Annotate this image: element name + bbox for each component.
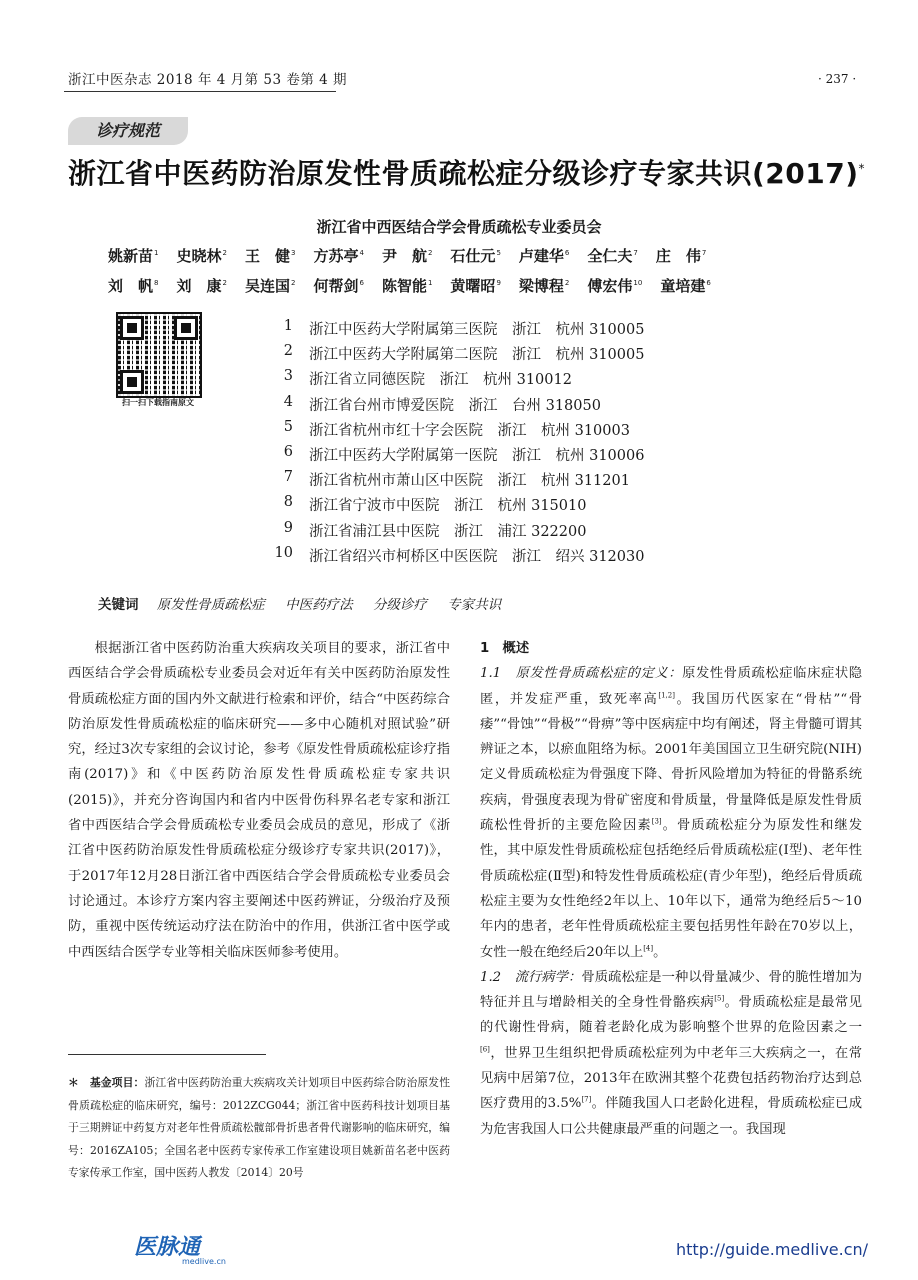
title-mark: *: [858, 161, 866, 176]
affiliation-item: [258, 545, 778, 570]
author-affiliation-mark: 2: [290, 279, 296, 287]
qr-caption: 扫一扫下载指南原文: [122, 398, 194, 407]
affiliation-text: 浙江中医药大学附属第三医院 浙江 杭州 310005: [309, 322, 645, 338]
author-affiliation-mark: 6: [564, 249, 570, 257]
author-name: 童培建: [660, 277, 706, 295]
citation[interactable]: [7]: [581, 1095, 592, 1104]
author: [656, 245, 706, 266]
author-name: 梁博程: [518, 277, 564, 295]
author-name: 全仁夫: [587, 247, 633, 265]
author-affiliation-mark: 7: [701, 249, 707, 257]
author-name: 吴连国: [244, 277, 290, 295]
citation[interactable]: [4]: [643, 944, 654, 953]
author-affiliation-mark: 4: [359, 249, 364, 257]
header-rule: [64, 91, 336, 92]
author: [587, 245, 637, 266]
affiliation-text: 浙江中医药大学附属第一医院 浙江 杭州 310006: [309, 447, 645, 464]
author-name: 王 健: [244, 247, 290, 265]
author: [519, 275, 569, 296]
author: [313, 245, 363, 266]
title-text: 浙江省中医药防治原发性骨质疏松症分级诊疗专家共识(2017): [68, 157, 859, 190]
author: [382, 275, 432, 296]
affiliation-number: 10: [274, 544, 293, 561]
affiliation-number: 5: [283, 418, 293, 435]
author: [176, 275, 226, 296]
keyword: 专家共识: [447, 597, 502, 613]
citation[interactable]: [6]: [480, 1045, 490, 1054]
paragraph-1-1: [480, 661, 862, 965]
author: [382, 245, 432, 266]
body-column-right: [480, 636, 862, 1142]
author-name: 黄曙昭: [450, 277, 496, 295]
author-name: 何帮剑: [313, 277, 359, 295]
affiliation-number: 7: [283, 469, 293, 486]
author: [587, 275, 642, 296]
author-name: 史晓林: [176, 247, 222, 265]
affiliation-item: [258, 444, 778, 469]
qr-code[interactable]: [116, 312, 202, 398]
author-affiliation-mark: 10: [633, 279, 643, 287]
keyword: 分级诊疗: [372, 597, 427, 613]
affiliation-number: 9: [283, 519, 293, 536]
author-affiliation-mark: 9: [496, 279, 501, 287]
paragraph-1-2: [480, 965, 862, 1142]
author-affiliation-mark: 2: [427, 249, 433, 257]
author-name: 傅宏伟: [587, 277, 633, 295]
affiliation-number: 4: [283, 393, 293, 410]
source-url[interactable]: http://guide.medlive.cn/: [676, 1240, 869, 1259]
author: [245, 245, 295, 266]
author-name: 刘 康: [176, 277, 222, 295]
affiliation-item: [258, 368, 778, 393]
affiliation-number: 2: [283, 343, 293, 360]
footnote-text: 浙江省中医药防治重大疾病攻关计划项目中医药综合防治原发性骨质疏松症的临床研究，编号：2012ZCG044；浙江省中医药科技计划项目基于三期辨证中药复方对老年性骨质疏松髋部骨折患者骨代谢影响的临床研究，编号：2016ZA105；全国名老中医药专家传承工作室建设项目姚新苗名老中医药专家传承工作室，国中医药人教发〔2014〕20号: [68, 1076, 451, 1180]
author: [450, 245, 500, 266]
author: [519, 245, 569, 266]
affiliation-item: [258, 394, 778, 419]
journal-header: 浙江中医杂志 2018 年 4 月第 53 卷第 4 期: [68, 72, 348, 88]
committee-name: 浙江省中西医结合学会骨质疏松专业委员会: [316, 218, 602, 236]
keyword: 中医药疗法: [285, 597, 353, 613]
affiliation-text: 浙江省浦江县中医院 浙江 浦江 322200: [309, 523, 587, 540]
author-name: 庄 伟: [655, 247, 701, 265]
author-name: 姚新苗: [108, 247, 154, 265]
author-affiliation-mark: 2: [222, 279, 227, 287]
text: 原发性骨质疏松症临床症状隐匿，并发症严重，致死率高: [480, 666, 862, 707]
subsection-heading: 1.1 原发性骨质疏松症的定义：: [480, 666, 683, 682]
author-name: 尹 航: [381, 247, 427, 265]
affiliation-text: 浙江省绍兴市柯桥区中医医院 浙江 绍兴 312030: [309, 548, 645, 565]
text: 。: [653, 944, 667, 960]
author-name: 石仕元: [450, 247, 496, 265]
author-affiliation-mark: 5: [496, 249, 501, 257]
authors-row-1: [108, 245, 808, 266]
affiliation-item: [258, 469, 778, 494]
citation[interactable]: [3]: [651, 817, 662, 826]
text: 。骨质疏松症分为原发性和继发性，其中原发性骨质疏松症包括绝经后骨质疏松症(Ⅰ型)、老年性骨质疏松症(Ⅱ型)和特发性骨质疏松症(青少年型)，绝经后骨质疏松症主要为女性绝经2年以上、10年以下，通常为绝经后5～10年内的患者，老年性骨质疏松症主要包括男性年龄在70岁以上，女性一般在绝经后20年以上: [480, 818, 863, 960]
author-affiliation-mark: 3: [290, 249, 296, 257]
medlive-logo: 医脉通: [134, 1235, 201, 1260]
affiliation-text: 浙江省杭州市红十字会医院 浙江 杭州 310003: [309, 422, 630, 439]
author-affiliation-mark: 1: [154, 249, 159, 257]
author-affiliation-mark: 6: [359, 279, 364, 287]
text: 。伴随我国人口老龄化进程，骨质疏松症已成为危害我国人口公共健康最严重的问题之一。我国现: [480, 1096, 863, 1137]
author-name: 陈智能: [381, 277, 427, 295]
affiliation-text: 浙江省杭州市萧山区中医院 浙江 杭州 311201: [309, 473, 630, 490]
affiliation-text: 浙江省台州市博爱医院 浙江 台州 318050: [309, 397, 601, 414]
intro-paragraph: 根据浙江省中医药防治重大疾病攻关项目的要求，浙江省中西医结合学会骨质疏松专业委员会对近年有关中医药防治原发性骨质疏松症方面的国内外文献进行检索和评价，结合“中医药综合防治原发性骨质疏松症的临床研究——多中心随机对照试验”研究，经过3次专家组的会议讨论，参考《原发性骨质疏松症诊疗指南(2017)》和《中医药防治原发性骨质疏松症专家共识(2015)》，并充分咨询国内和省内中医骨伤科界名老专家和浙江省中西医结合学会骨质疏松专业委员会成员的意见，形成了《浙江省中医药防治原发性骨质疏松症分级诊疗专家共识(2017)》，于2017年12月28日浙江省中西医结合学会骨质疏松专业委员会讨论通过。本诊疗方案内容主要阐述中医药辨证，分级治疗及预防，重视中医传统运动疗法在防治中的作用，供浙江省中医学或中西医结合医学专业等相关临床医师参考使用。: [68, 641, 450, 960]
text: 。我国历代医家在“骨枯”“骨痿”“骨蚀”“骨极”“骨痹”等中医病症中均有阐述，肾主骨髓可谓其辨证之本，以瘀血阻络为标。2001年美国国立卫生研究院(NIH)定义骨质疏松症为骨强度下降、骨折风险增加为特征的骨骼系统疾病，骨强度表现为骨矿密度和骨质量，骨量降低是原发性骨质疏松性骨折的主要危险因素: [480, 691, 862, 834]
keywords-label: 关键词: [98, 597, 139, 613]
footnote-label: ＊ 基金项目：: [68, 1076, 145, 1089]
keyword: 原发性骨质疏松症: [156, 597, 265, 613]
author: [313, 275, 363, 296]
affiliation-text: 浙江中医药大学附属第二医院 浙江 杭州 310005: [309, 347, 645, 364]
affiliation-list: [258, 318, 778, 570]
author-affiliation-mark: 8: [154, 279, 159, 287]
text: 。骨质疏松症是最常见的代谢性骨病，随着老龄化成为影响整个世界的危险因素之一: [480, 995, 863, 1036]
authors-row-2: [108, 275, 808, 296]
author: [660, 275, 710, 296]
author: [108, 245, 158, 266]
affiliation-number: 8: [283, 494, 293, 511]
body-column-left: [68, 636, 450, 965]
affiliation-item: [258, 343, 778, 368]
footnote: [68, 1072, 450, 1185]
author-affiliation-mark: 2: [222, 249, 227, 257]
subsection-heading: 1.2 流行病学：: [480, 969, 582, 985]
affiliation-item: [258, 520, 778, 545]
author: [176, 245, 226, 266]
logo-subtext: medlive.cn: [182, 1257, 226, 1266]
citation[interactable]: [1,2]: [658, 691, 675, 700]
author-name: 刘 帆: [108, 277, 154, 295]
author: [450, 275, 500, 296]
author: [245, 275, 295, 296]
author-name: 方苏亭: [313, 247, 359, 265]
text: 骨质疏松症是一种以骨量减少、骨的脆性增加为特征并且与增龄相关的全身性骨骼疾病: [480, 969, 862, 1011]
footnote-rule: [68, 1054, 266, 1055]
affiliation-item: [258, 419, 778, 444]
keywords: [98, 593, 517, 613]
affiliation-item: [258, 318, 778, 343]
section-heading: 1 概述: [480, 641, 530, 656]
author-name: 卢建华: [518, 247, 564, 265]
article-title: [68, 152, 868, 192]
author-affiliation-mark: 6: [706, 279, 711, 287]
affiliation-text: 浙江省宁波市中医院 浙江 杭州 315010: [309, 498, 587, 515]
affiliation-number: 6: [283, 443, 293, 460]
author-affiliation-mark: 7: [633, 249, 638, 257]
affiliation-number: 1: [283, 318, 293, 334]
text: ，世界卫生组织把骨质疏松症列为中老年三大疾病之一，在常见病中居第7位，2013年在欧洲其整个花费包括药物治疗达到总医疗费用的3.5%: [480, 1045, 862, 1112]
author: [108, 275, 158, 296]
author-affiliation-mark: 2: [564, 279, 570, 287]
author-affiliation-mark: 1: [427, 279, 433, 287]
affiliation-number: 3: [283, 368, 293, 385]
section-tag: 诊疗规范: [68, 117, 188, 145]
affiliation-item: [258, 494, 778, 519]
page-number: · 237 ·: [818, 72, 857, 86]
affiliation-text: 浙江省立同德医院 浙江 杭州 310012: [309, 372, 572, 389]
citation[interactable]: [5]: [714, 994, 725, 1003]
